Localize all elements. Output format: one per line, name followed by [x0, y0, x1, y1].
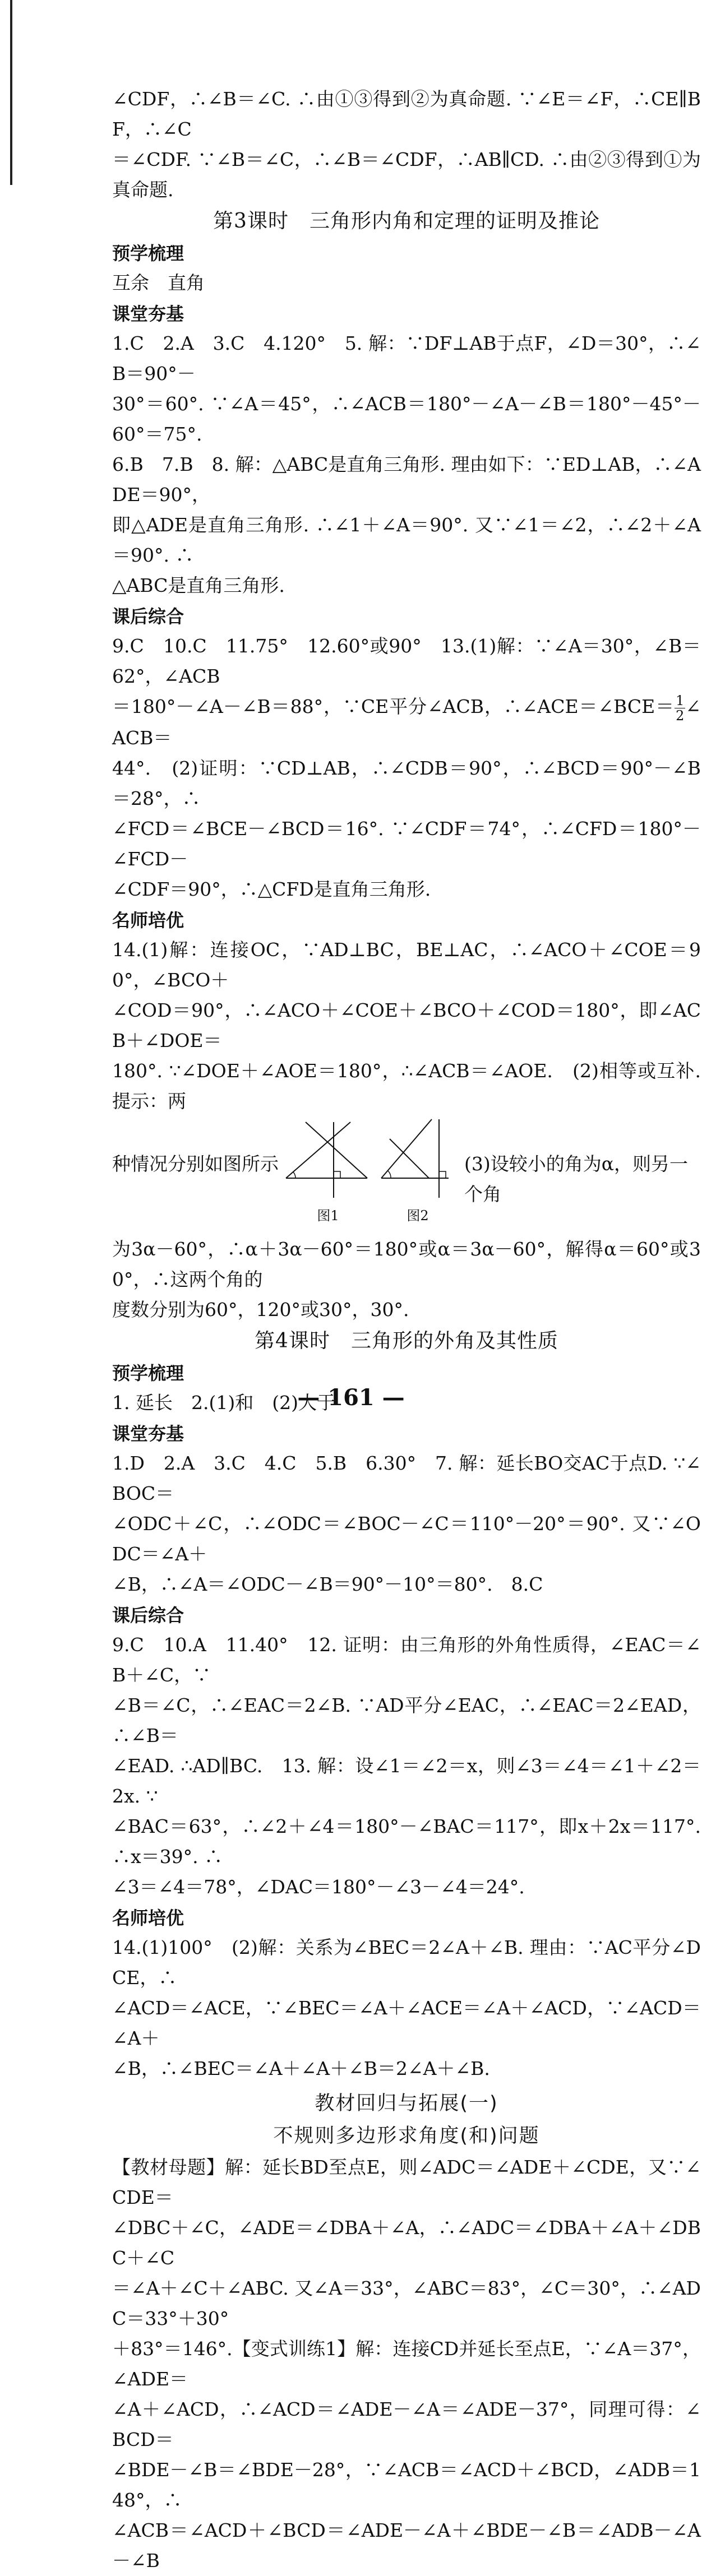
- lesson-3-title: 第3课时 三角形内角和定理的证明及推论: [213, 210, 600, 233]
- text-line: 14.(1)100° (2)解：关系为∠BEC＝2∠A＋∠B. 理由：∵AC平分∠DCE，∴: [112, 1936, 701, 1989]
- text-line: 30°＝60°. ∵∠A＝45°，∴∠ACB＝180°－∠A－∠B＝180°－45°－60°＝75°.: [112, 393, 701, 445]
- text-line: ∠EAD. ∴AD∥BC. 13. 解：设∠1＝∠2＝x，则∠3＝∠4＝∠1＋∠2＝2x. ∵: [112, 1754, 701, 1807]
- text-line: ∠BDE－∠B＝∠BDE－28°，∵∠ACB＝∠ACD＋∠BCD，∠ADB＝148°，∴: [112, 2458, 701, 2511]
- fraction-denominator: 2: [676, 707, 685, 724]
- text-line: 1. 延长 2.(1)和 (2)大于: [112, 1391, 335, 1414]
- text-line: △ABC是直角三角形.: [112, 574, 285, 596]
- section-heading-advanced: 名师培优: [112, 909, 184, 931]
- text-line: 【教材母题】解：延长BD至点E，则∠ADC＝∠ADE＋∠CDE，又∵∠CDE＝: [112, 2156, 701, 2208]
- text-segment: (3)设较小的角为α，则另一个角: [464, 1152, 689, 1205]
- section-heading-preview: 预学梳理: [112, 243, 184, 264]
- text-line: 1.D 2.A 3.C 4.C 5.B 6.30° 7. 解：延长BO交AC于点D. ∵∠BOC＝: [112, 1452, 701, 1504]
- text-line: 44°. (2)证明：∵CD⊥AB，∴∠CDB＝90°，∴∠BCD＝90°－∠B＝28°，∴: [112, 757, 701, 809]
- text-line: 1.C 2.A 3.C 4.120° 5. 解：∵DF⊥AB于点F，∠D＝30°，∴∠B＝90°－: [112, 332, 701, 384]
- text-line: ∠FCD＝∠BCE－∠BCD＝16°. ∵∠CDF＝74°，∴∠CFD＝180°－∠FCD－: [112, 817, 701, 870]
- text-segment: 种情况分别如图所示: [112, 1152, 279, 1175]
- text-line-with-figures: [112, 1116, 701, 1234]
- text-line: ∠CDF，∴∠B＝∠C. ∴由①③得到②为真命题. ∵∠E＝∠F，∴CE∥BF，∴∠C: [112, 88, 701, 140]
- figure-2-caption: 图2: [407, 1207, 429, 1224]
- text-line: 9.C 10.C 11.75° 12.60°或90° 13.(1)解：∵∠A＝30°，∠B＝62°，∠ACB: [112, 635, 701, 687]
- review-section-subtitle: 不规则多边形求角度(和)问题: [273, 2124, 540, 2147]
- text-line: ∠ACD＝∠ACE，∵∠BEC＝∠A＋∠ACE＝∠A＋∠ACD，∵∠ACD＝∠A＋: [112, 1996, 701, 2049]
- section-heading-preview: 预学梳理: [112, 1362, 184, 1384]
- section-heading-classroom: 课堂夯基: [112, 1423, 184, 1444]
- text-line: ∠B＝∠C，∴∠EAC＝2∠B. ∵AD平分∠EAC，∴∠EAC＝2∠EAD，∴∠B＝: [112, 1694, 701, 1746]
- text-segment: ＝180°－∠A－∠B＝88°，∵CE平分∠ACB，∴∠ACE＝∠BCE＝: [112, 696, 675, 717]
- figure-1-drawing: [283, 1116, 373, 1201]
- figure-1: [283, 1116, 373, 1231]
- section-heading-after-class: 课后综合: [112, 1604, 184, 1626]
- section-heading-after-class: 课后综合: [112, 606, 184, 627]
- answer-page-content: [112, 84, 701, 2576]
- text-line: 6.B 7.B 8. 解：△ABC是直角三角形. 理由如下：∵ED⊥AB，∴∠ADE＝90°，: [112, 453, 701, 506]
- text-line: 9.C 10.A 11.40° 12. 证明：由三角形的外角性质得，∠EAC＝∠B＋∠C，∵: [112, 1633, 701, 1686]
- text-line: ＝∠A＋∠C＋∠ABC. 又∠A＝33°，∠ABC＝83°，∠C＝30°，∴∠ADC＝33°＋30°: [112, 2277, 701, 2329]
- text-line: 互余 直角: [112, 272, 205, 294]
- text-line: 度数分别为60°，120°或30°，30°.: [112, 1298, 409, 1321]
- text-line: ∠DBC＋∠C，∠ADE＝∠DBA＋∠A，∴∠ADC＝∠DBA＋∠A＋∠DBC＋∠C: [112, 2216, 701, 2269]
- fraction-one-half: [675, 693, 685, 723]
- text-line: ＝∠CDF. ∵∠B＝∠C，∴∠B＝∠CDF，∴AB∥CD. ∴由②③得到①为真命题.: [112, 149, 701, 201]
- text-line: 为3α－60°，∴α＋3α－60°＝180°或α＝3α－60°，解得α＝60°或30°，∴这两个角的: [112, 1238, 701, 1290]
- text-line: ＋83°＝146°.【变式训练1】解：连接CD并延长至点E，∵∠A＝37°，∠ADE＝: [112, 2337, 701, 2390]
- text-line: ∠ACB＝∠ACD＋∠BCD＝∠ADE－∠A＋∠BDE－∠B＝∠ADB－∠A－∠B: [112, 2519, 701, 2572]
- binding-edge-line: [10, 0, 12, 185]
- text-line: ∠B，∴∠BEC＝∠A＋∠A＋∠B＝2∠A＋∠B.: [112, 2057, 490, 2079]
- figure-2: [378, 1116, 457, 1231]
- text-line: ∠ODC＋∠C，∴∠ODC＝∠BOC－∠C＝110°－20°＝90°. 又∵∠ODC＝∠A＋: [112, 1512, 701, 1565]
- text-line: ∠COD＝90°，∴∠ACO＋∠COE＋∠BCO＋∠COD＝180°，即∠ACB＋∠DOE＝: [112, 999, 701, 1051]
- text-line-with-fraction: [112, 692, 701, 753]
- section-heading-classroom: 课堂夯基: [112, 303, 184, 325]
- text-line: 180°. ∵∠DOE＋∠AOE＝180°，∴∠ACB＝∠AOE. (2)相等或互补. 提示：两: [112, 1059, 701, 1112]
- review-section-title: 教材回归与拓展(一): [315, 2092, 498, 2115]
- text-line: ∠A＋∠ACD，∴∠ACD＝∠ADE－∠A＝∠ADE－37°，同理可得：∠BCD＝: [112, 2398, 701, 2450]
- fraction-numerator: 1: [676, 692, 685, 708]
- text-line: 即△ADE是直角三角形. ∴∠1＋∠A＝90°. 又∵∠1＝∠2，∴∠2＋∠A＝90°. ∴: [112, 514, 701, 566]
- lesson-4-title: 第4课时 三角形的外角及其性质: [255, 1329, 558, 1352]
- page-number: — 161 —: [297, 1384, 405, 1411]
- text-line: ∠3＝∠4＝78°，∠DAC＝180°－∠3－∠4＝24°.: [112, 1875, 525, 1898]
- section-heading-advanced: 名师培优: [112, 1907, 184, 1929]
- figure-2-drawing: [378, 1116, 457, 1201]
- text-line: ∠B，∴∠A＝∠ODC－∠B＝90°－10°＝80°. 8.C: [112, 1573, 543, 1595]
- text-line: ∠CDF＝90°，∴△CFD是直角三角形.: [112, 878, 431, 900]
- figure-1-caption: 图1: [317, 1207, 339, 1224]
- text-line: 14.(1)解：连接OC，∵AD⊥BC，BE⊥AC，∴∠ACO＋∠COE＝90°，∠BCO＋: [112, 938, 701, 991]
- text-segment: ∠ACB＝: [112, 696, 701, 749]
- text-line: ∠BAC＝63°，∴∠2＋∠4＝180°－∠BAC＝117°，即x＋2x＝117°. ∴x＝39°. ∴: [112, 1815, 701, 1868]
